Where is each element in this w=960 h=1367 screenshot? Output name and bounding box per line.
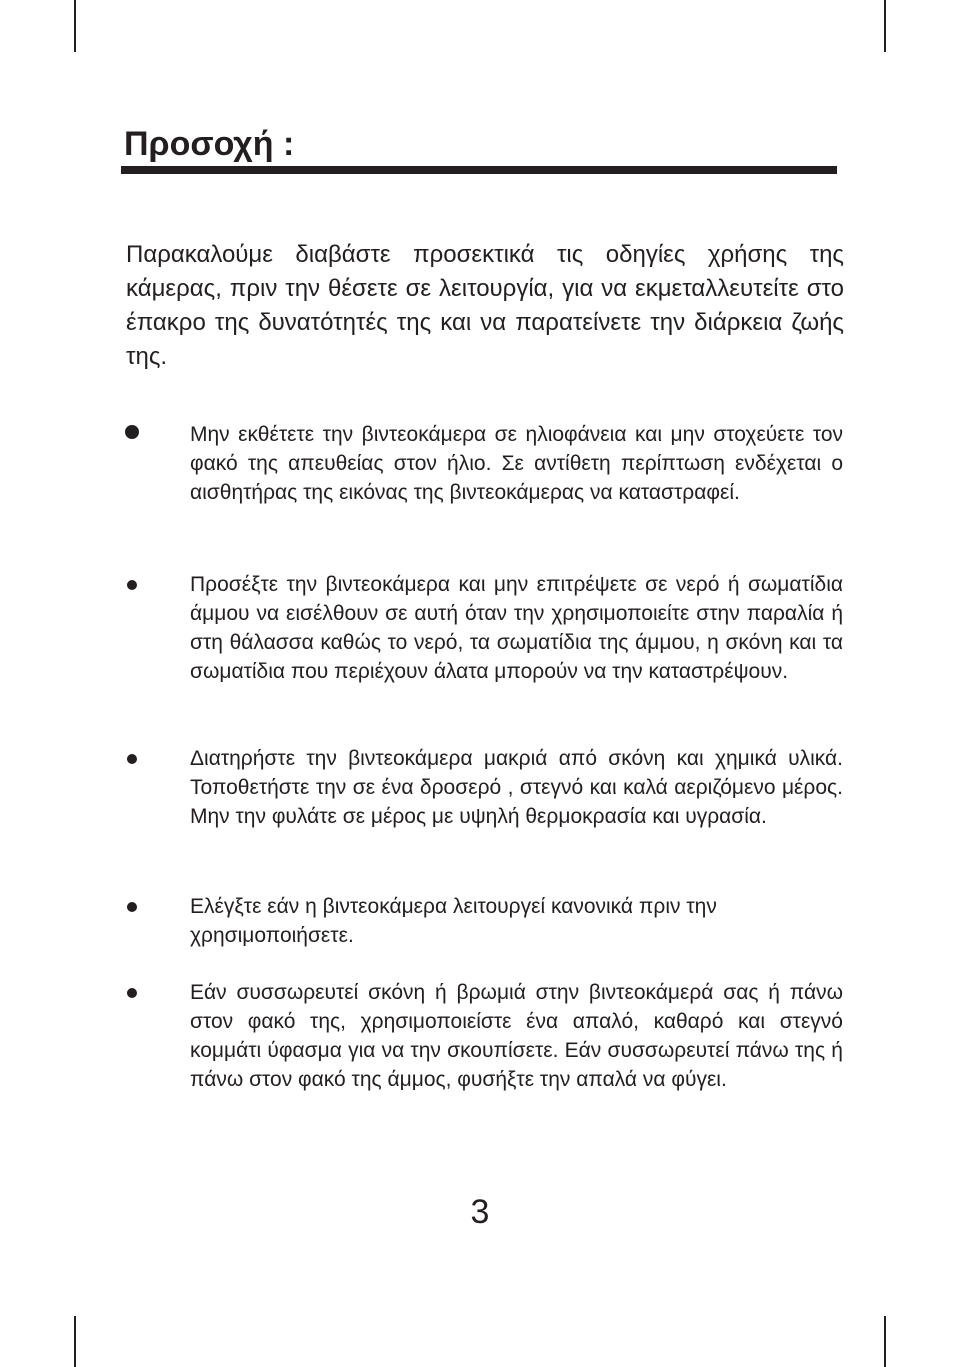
list-item-text: Προσέξτε την βιντεοκάμερα και μην επιτρέψετε σε νερό ή σωματίδια άμμου να εισέλθουν σε αυτή όταν την χρησιμοποιείτε στην παραλία ή στη θάλασσα καθώς το νερό, τα σωματίδια της άμμου, η σκόνη και τα σωματίδια που περιέχουν άλατα μπορούν να την καταστρέψουν. bbox=[190, 573, 843, 683]
intro-paragraph: Παρακαλούμε διαβάστε προσεκτικά τις οδηγίες χρήσης της κάμερας, πριν την θέσετε σε λειτουργία, για να εκμεταλλευτείτε στο έπακρο της δυνατότητές της και να παρατείνετε την διάρκεια ζωής της. bbox=[126, 241, 844, 370]
crop-mark-bottom-left bbox=[74, 1316, 76, 1367]
bullet-icon bbox=[127, 988, 137, 998]
list-item-text: Εάν συσσωρευτεί σκόνη ή βρωμιά στην βιντεοκάμερά σας ή πάνω στον φακό της, χρησιμοποιείστε ένα απαλό, καθαρό και στεγνό κομμάτι ύφασμα για να την σκουπίσετε. Εάν συσσωρευτεί πάνω της ή πάνω στον φακό της άμμος, φυσήξτε την απαλά να φύγει. bbox=[190, 981, 843, 1091]
bullet-icon bbox=[125, 425, 139, 439]
bullet-icon bbox=[127, 580, 137, 590]
bullet-icon bbox=[127, 754, 137, 764]
crop-mark-bottom-right bbox=[884, 1316, 886, 1367]
list-item-text: Διατηρήστε την βιντεοκάμερα μακριά από σκόνη και χημικά υλικά. Τοποθετήστε την σε ένα δροσερό , στεγνό και καλά αεριζόμενο μέρος. Μην την φυλάτε σε μέρος με υψηλή θερμοκρασία και υγρασία. bbox=[190, 747, 843, 828]
list-item-text: Μην εκθέτετε την βιντεοκάμερα σε ηλιοφάνεια και μην στοχεύετε τον φακό της απευθείας στον ήλιο. Σε αντίθετη περίπτωση ενδέχεται ο αισθητήρας της εικόνας της βιντεοκάμερας να καταστραφεί. bbox=[190, 423, 843, 504]
page-title: Προσοχή : bbox=[124, 125, 295, 163]
bullet-icon bbox=[127, 902, 137, 912]
crop-mark-top-right bbox=[884, 0, 886, 52]
crop-mark-top-left bbox=[74, 0, 76, 52]
title-underline bbox=[121, 166, 837, 174]
page-number: 3 bbox=[470, 1193, 490, 1231]
list-item-text: Ελέγξτε εάν η βιντεοκάμερα λειτουργεί κανονικά πριν την χρησιμοποιήσετε. bbox=[190, 895, 717, 947]
